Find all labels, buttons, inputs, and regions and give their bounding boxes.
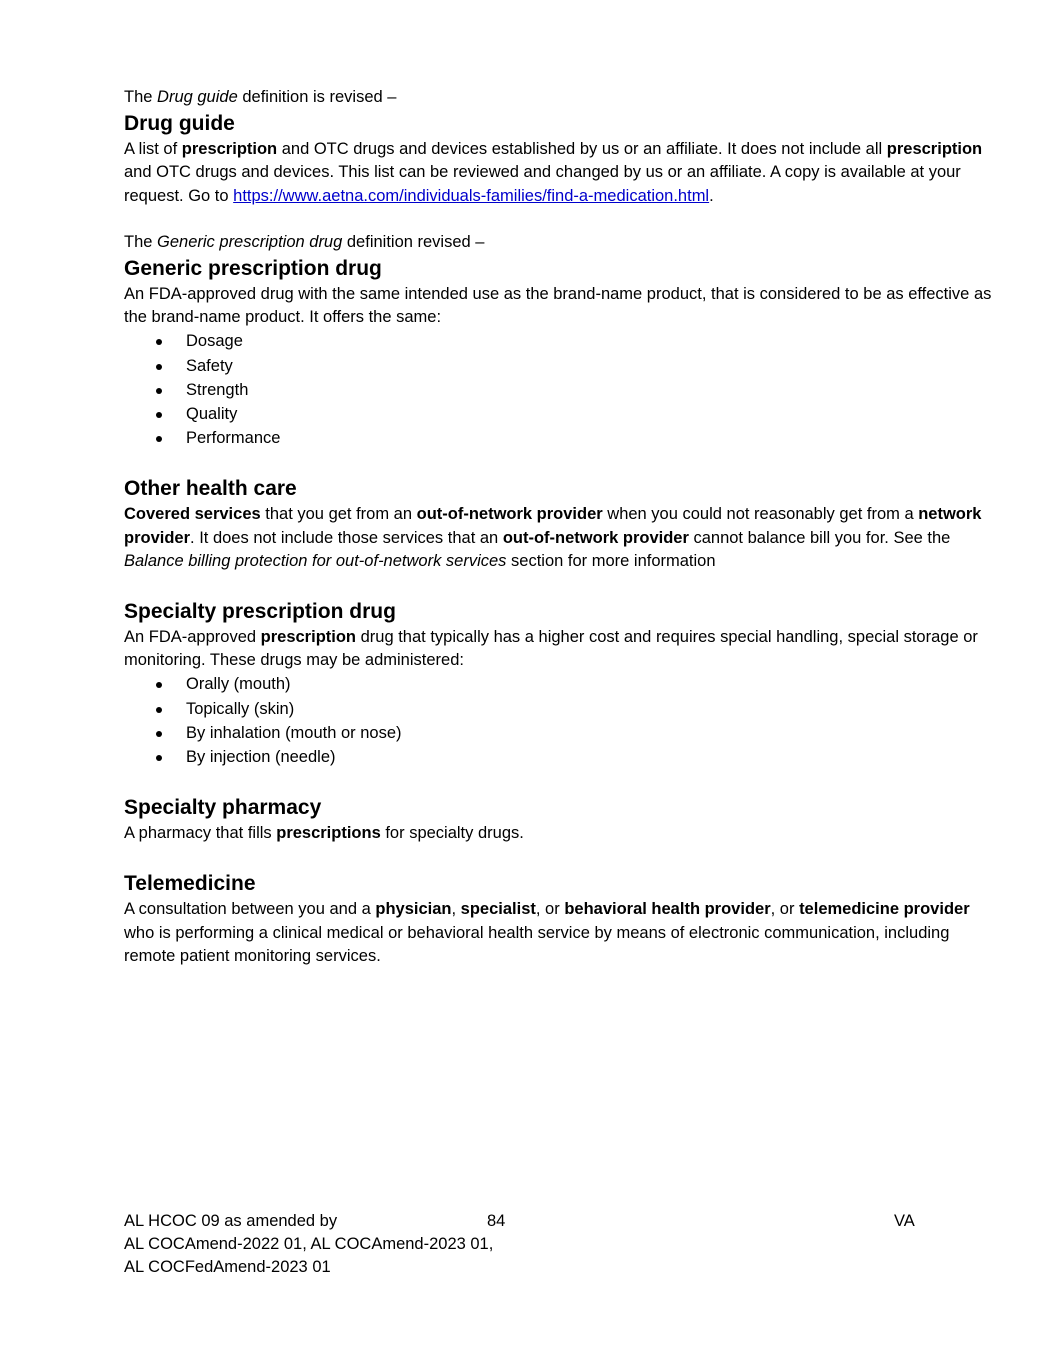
bold-term: specialist bbox=[460, 900, 536, 919]
list-item: By inhalation (mouth or nose) bbox=[124, 721, 1004, 745]
bold-term: physician bbox=[375, 900, 452, 919]
list-item: Topically (skin) bbox=[124, 697, 1004, 721]
italic-reference: Balance billing protection for out-of-network services bbox=[124, 551, 507, 570]
list-item: Safety bbox=[124, 354, 1004, 378]
list-item: Strength bbox=[124, 378, 1004, 402]
bold-term: network provider bbox=[124, 505, 982, 547]
footer-line: AL COCFedAmend-2023 01 bbox=[124, 1258, 331, 1277]
bold-term: behavioral health provider bbox=[564, 900, 771, 919]
bold-term: out-of-network provider bbox=[416, 505, 603, 524]
list-item: Orally (mouth) bbox=[124, 672, 1004, 696]
footer-line: AL COCAmend-2022 01, AL COCAmend-2023 01, bbox=[124, 1235, 494, 1254]
generic-drug-list bbox=[124, 329, 1004, 450]
other-health-care-body: Covered services that you get from an out-of-network provider when you could not reasonably get from a network provider. It does not include those services that an out-of-network provider cannot balance bill you for. See the Balance billing protection for out-of-network services section for more information bbox=[124, 505, 982, 570]
specialty-pharmacy-body: A pharmacy that fills prescriptions for specialty drugs. bbox=[124, 824, 524, 843]
footer-form-numbers bbox=[124, 1210, 544, 1280]
list-item: By injection (needle) bbox=[124, 745, 1004, 769]
bold-term: telemedicine provider bbox=[799, 900, 970, 919]
bold-term: Covered services bbox=[124, 505, 261, 524]
bold-term: prescription bbox=[260, 627, 357, 646]
bold-term: prescriptions bbox=[276, 824, 381, 843]
other-health-care-heading: Other health care bbox=[124, 477, 297, 501]
generic-drug-heading: Generic prescription drug bbox=[124, 257, 382, 281]
bold-term: prescription bbox=[181, 140, 278, 159]
specialty-drug-heading: Specialty prescription drug bbox=[124, 599, 396, 623]
list-item: Dosage bbox=[124, 329, 1004, 353]
telemedicine-body: A consultation between you and a physician, specialist, or behavioral health provider, or telemedicine provider who is performing a clinical medical or behavioral health service by means of electronic communication, including remote patient monitoring services. bbox=[124, 900, 970, 965]
bold-term: out-of-network provider bbox=[502, 528, 689, 547]
list-item: Performance bbox=[124, 426, 1004, 450]
footer-state: VA bbox=[894, 1212, 915, 1230]
specialty-drug-list bbox=[124, 672, 1004, 769]
page-number: 84 bbox=[487, 1212, 506, 1230]
drug-guide-intro: The Drug guide definition is revised – bbox=[124, 88, 397, 106]
generic-drug-intro: The Generic prescription drug definition revised – bbox=[124, 232, 485, 251]
footer-line: AL HCOC 09 as amended by bbox=[124, 1212, 338, 1230]
bold-term: prescription bbox=[886, 140, 983, 159]
generic-drug-body: An FDA-approved drug with the same intended use as the brand-name product, that is considered to be as effective as the brand-name product. It offers the same: bbox=[124, 285, 992, 327]
specialty-drug-body: An FDA-approved prescription drug that typically has a higher cost and requires special handling, special storage or monitoring. These drugs may be administered: bbox=[124, 627, 978, 670]
telemedicine-heading: Telemedicine bbox=[124, 872, 256, 896]
document-page bbox=[124, 86, 1004, 968]
medication-link[interactable]: https://www.aetna.com/individuals-families/find-a-medication.html bbox=[233, 186, 710, 205]
list-item: Quality bbox=[124, 402, 1004, 426]
drug-guide-heading: Drug guide bbox=[124, 112, 235, 136]
drug-guide-body: A list of prescription and OTC drugs and devices established by us or an affiliate. It does not include all prescription and OTC drugs and devices. This list can be reviewed and changed by us or an affiliate. A copy is available at your request. Go to https://www.aetna.com/individuals-families/find-a-medication.html. bbox=[124, 140, 983, 205]
specialty-pharmacy-heading: Specialty pharmacy bbox=[124, 796, 322, 820]
